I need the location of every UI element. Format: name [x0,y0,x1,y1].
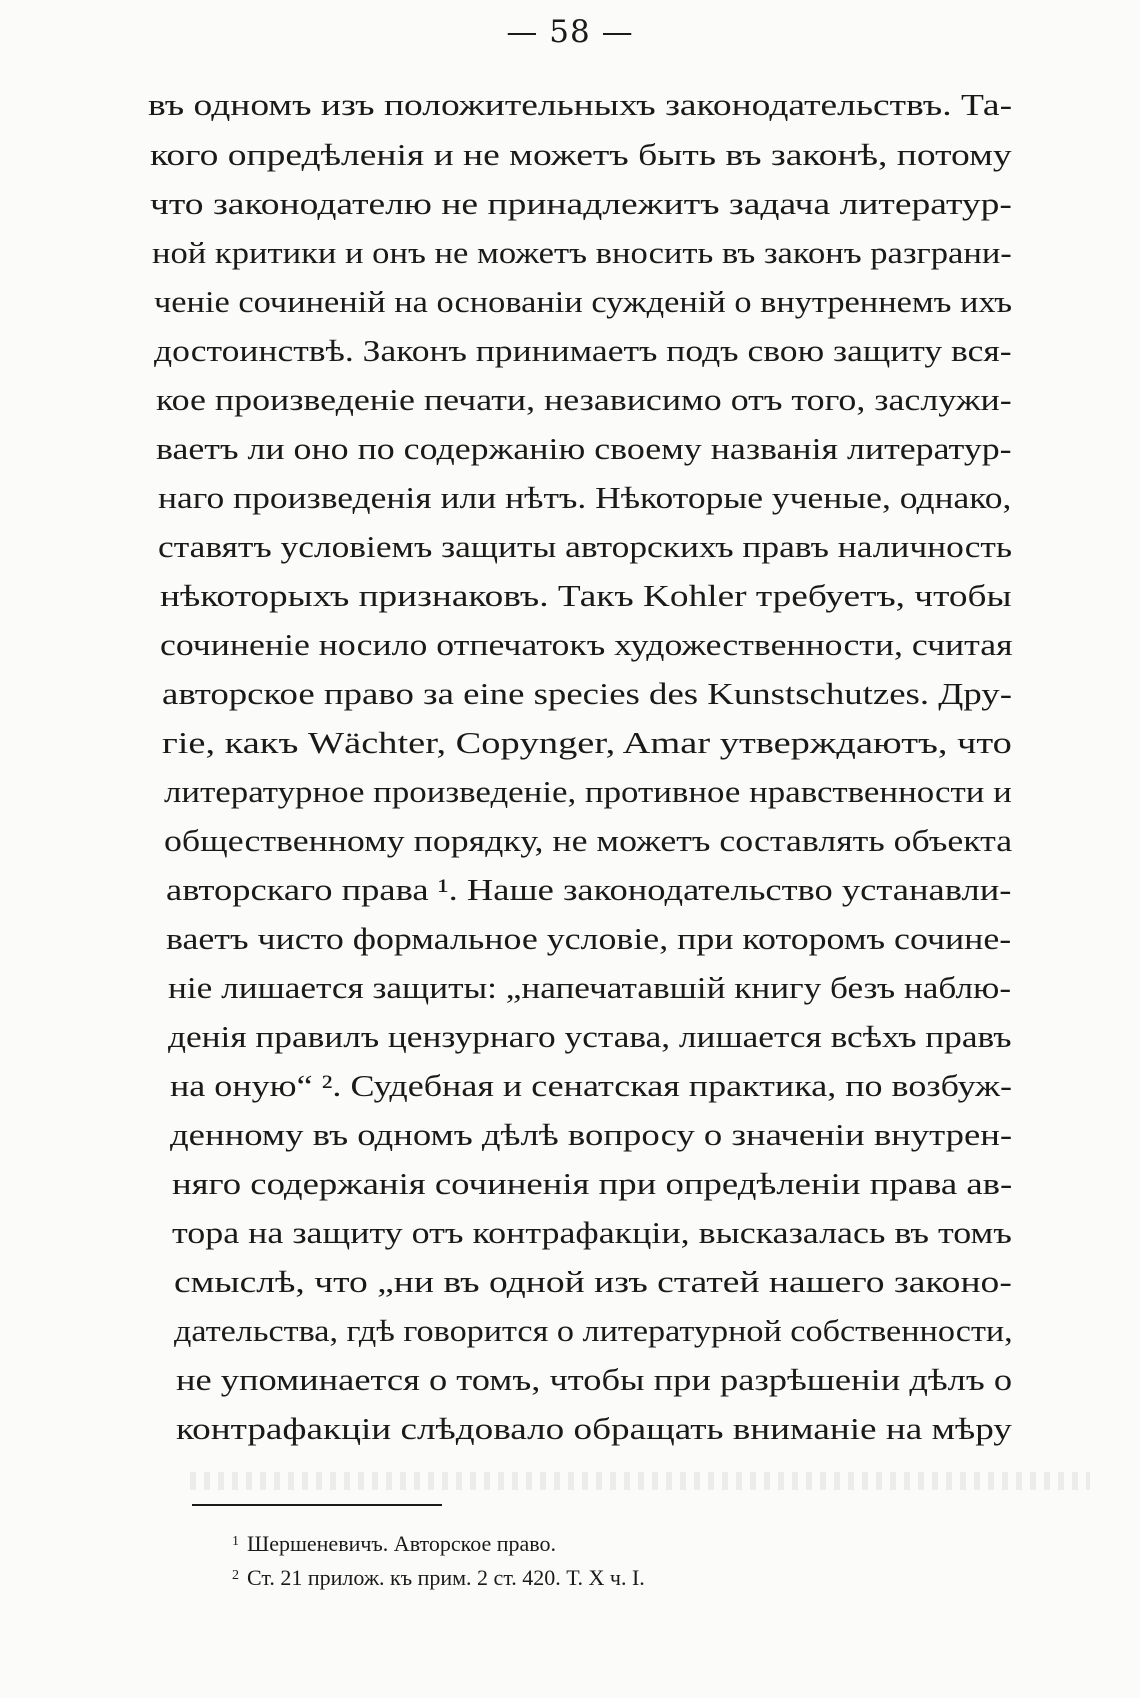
body-line: смыслѣ, что „ни въ одной изъ статей нашего законо- [174,1264,1012,1299]
body-line: гіе, какъ Wächter, Copynger, Amar утверждаютъ, что [162,725,1012,760]
body-line: что законодателю не принадлежитъ задача литератур- [150,186,1012,221]
body-line: въ одномъ изъ положительныхъ законодательствъ. Та- [148,87,1013,122]
footnote-mark: 1 [232,1534,239,1549]
body-line: не упоминается о томъ, чтобы при разрѣшеніи дѣлъ о [176,1362,1013,1397]
body-line: ваетъ чисто формальное условіе, при которомъ сочине- [166,921,1012,956]
body-line: кое произведеніе печати, независимо отъ того, заслужи- [156,382,1012,417]
body-line: ніе лишается защиты: „напечатавшій книгу безъ наблю- [168,970,1012,1005]
body-line: денія правилъ цензурнаго устава, лишается всѣхъ правъ [168,1019,1012,1054]
body-line: наго произведенія или нѣтъ. Нѣкоторые ученые, однако, [158,480,1012,515]
body-line: ченіе сочиненій на основаніи сужденій о внутреннемъ ихъ [154,284,1013,319]
body-line: на оную“ ². Судебная и сенатская практика, по возбуж- [170,1068,1013,1103]
body-line: контрафакціи слѣдовало обращать вниманіе на мѣру [176,1411,1012,1446]
body-line: авторскаго права ¹. Наше законодательство устанавли- [166,872,1012,907]
body-line: ной критики и онъ не можетъ вносить въ законъ разграни- [152,235,1012,270]
bleed-through-smudge [190,1472,1090,1490]
body-line: тора на защиту отъ контрафакціи, высказалась въ томъ [172,1215,1012,1250]
footnote-mark: 2 [232,1568,239,1583]
body-line: авторское право за eine species des Kunstschutzes. Дру- [162,676,1012,711]
footnote-rule [192,1504,442,1506]
body-line: няго содержанія сочиненія при опредѣленіи права ав- [172,1166,1013,1201]
body-line: литературное произведеніе, противное нравственности и [164,774,1012,809]
body-line: кого опредѣленія и не можетъ быть въ законѣ, потому [150,137,1012,172]
body-line: ваетъ ли оно по содержанію своему названія литератур- [156,431,1012,466]
body-line: денному въ одномъ дѣлѣ вопросу о значеніи внутрен- [170,1117,1013,1152]
body-line: ставятъ условіемъ защиты авторскихъ правъ наличность [158,529,1013,564]
footnote-text: Ст. 21 прилож. къ прим. 2 ст. 420. Т. X ч. I. [247,1565,645,1590]
body-line: достоинствѣ. Законъ принимаетъ подъ свою защиту вся- [154,333,1012,368]
body-line: сочиненіе носило отпечатокъ художественности, считая [160,627,1013,662]
footnote-2 [232,1562,645,1592]
page-number: — 58 — [506,14,634,50]
body-line: общественному порядку, не можетъ составлять объекта [164,823,1013,858]
footnote-1 [232,1528,556,1558]
body-line: дательства, гдѣ говорится о литературной собственности, [174,1313,1013,1348]
footnote-text: Шершеневичъ. Авторское право. [247,1531,556,1556]
body-line: нѣкоторыхъ признаковъ. Такъ Kohler требуетъ, чтобы [160,578,1012,613]
